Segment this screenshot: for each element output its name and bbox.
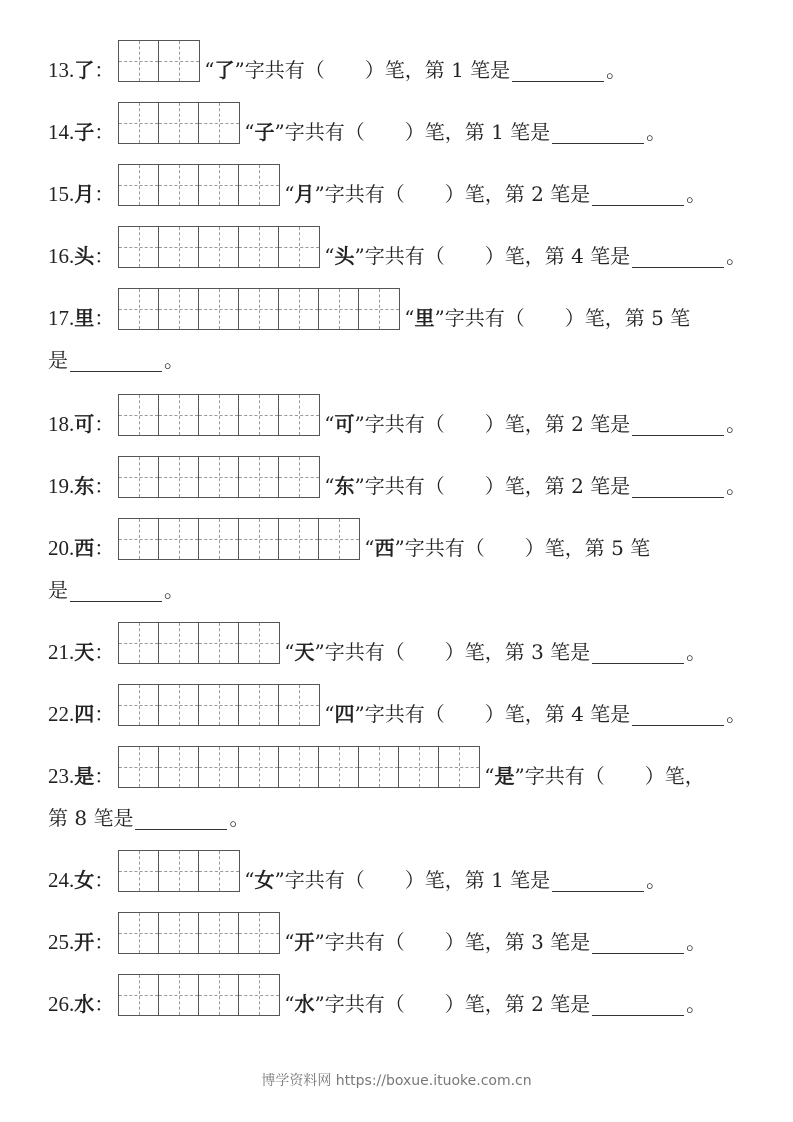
tian-grid-cell[interactable]	[279, 289, 319, 329]
close-quote: ”	[394, 536, 405, 560]
writing-grid[interactable]	[118, 288, 400, 330]
tian-grid-cell[interactable]	[119, 395, 159, 435]
tian-grid-cell[interactable]	[279, 685, 319, 725]
stroke-count-prompt: 字共有（ ）笔，	[244, 58, 425, 82]
tian-grid-cell[interactable]	[159, 289, 199, 329]
tian-grid-cell[interactable]	[199, 851, 239, 891]
colon: ：	[94, 58, 115, 82]
stroke-order-prompt: 第 8 笔是	[48, 806, 134, 830]
close-quote: ”	[354, 244, 365, 268]
quoted-character: 四	[334, 702, 355, 726]
question-number: 21.	[48, 640, 75, 664]
target-character: 水	[74, 992, 95, 1016]
tian-grid-cell[interactable]	[159, 747, 199, 787]
tian-grid-cell[interactable]	[159, 685, 199, 725]
colon: ：	[94, 412, 115, 436]
stroke-order-prompt: 第 2 笔是	[544, 474, 631, 498]
period: 。	[164, 578, 184, 602]
writing-grid[interactable]	[118, 394, 320, 436]
open-quote: “	[324, 412, 335, 436]
colon: ：	[94, 244, 115, 268]
open-quote: “	[204, 58, 215, 82]
tian-grid-cell[interactable]	[199, 685, 239, 725]
period: 。	[726, 244, 747, 268]
tian-grid-cell[interactable]	[199, 103, 239, 143]
stroke-count-prompt: 字共有（ ）笔，	[324, 182, 505, 206]
open-quote: “	[324, 474, 335, 498]
tian-grid-cell[interactable]	[239, 975, 279, 1015]
open-quote: “	[484, 764, 495, 788]
question-number: 16.	[48, 244, 75, 268]
stroke-count-prompt: 字共有（ ）笔，	[524, 764, 705, 788]
colon: ：	[94, 182, 115, 206]
tian-grid-cell[interactable]	[439, 747, 479, 787]
tian-grid-cell[interactable]	[119, 41, 159, 81]
stroke-count-prompt: 字共有（ ）笔，	[364, 702, 545, 726]
open-quote: “	[364, 536, 375, 560]
question-row	[48, 848, 773, 892]
writing-grid[interactable]	[118, 622, 280, 664]
period: 。	[726, 702, 747, 726]
answer-blank[interactable]	[632, 415, 724, 436]
answer-blank[interactable]	[592, 185, 684, 206]
stroke-order-prompt: 第 5 笔	[624, 306, 691, 330]
tian-grid-cell[interactable]	[199, 457, 239, 497]
stroke-count-prompt: 字共有（ ）笔，	[364, 244, 545, 268]
tian-grid-cell[interactable]	[119, 975, 159, 1015]
question-number: 24.	[48, 868, 75, 892]
stroke-count-prompt: 字共有（ ）笔，	[404, 536, 585, 560]
stroke-order-prompt: 第 2 笔是	[504, 182, 591, 206]
question-row	[48, 682, 773, 726]
question-row	[48, 224, 773, 268]
writing-grid[interactable]	[118, 518, 360, 560]
question-row	[48, 392, 773, 436]
tian-grid-cell[interactable]	[119, 457, 159, 497]
tian-grid-cell[interactable]	[159, 623, 199, 663]
question-number: 25.	[48, 930, 75, 954]
tian-grid-cell[interactable]	[279, 227, 319, 267]
tian-grid-cell[interactable]	[359, 289, 399, 329]
quoted-character: 头	[334, 244, 355, 268]
answer-blank[interactable]	[592, 933, 684, 954]
tian-grid-cell[interactable]	[239, 747, 279, 787]
close-quote: ”	[314, 182, 325, 206]
question-number: 13.	[48, 58, 75, 82]
period: 。	[726, 474, 747, 498]
stroke-order-prompt: 第 2 笔是	[544, 412, 631, 436]
quoted-character: 水	[294, 992, 315, 1016]
tian-grid-cell[interactable]	[319, 747, 359, 787]
stroke-order-prompt: 第 4 笔是	[544, 244, 631, 268]
target-character: 四	[74, 702, 95, 726]
tian-grid-cell[interactable]	[159, 227, 199, 267]
question-row	[48, 516, 773, 560]
tian-grid-cell[interactable]	[199, 623, 239, 663]
stroke-order-prompt: 第 4 笔是	[544, 702, 631, 726]
answer-blank[interactable]	[592, 995, 684, 1016]
tian-grid-cell[interactable]	[119, 289, 159, 329]
question-number: 26.	[48, 992, 75, 1016]
open-quote: “	[284, 992, 295, 1016]
period: 。	[229, 806, 250, 830]
stroke-count-prompt: 字共有（ ）笔，	[284, 120, 465, 144]
close-quote: ”	[354, 474, 365, 498]
tian-grid-cell[interactable]	[399, 747, 439, 787]
colon: ：	[94, 868, 115, 892]
open-quote: “	[324, 244, 335, 268]
answer-blank[interactable]	[552, 123, 644, 144]
writing-grid[interactable]	[118, 684, 320, 726]
open-quote: “	[284, 182, 295, 206]
answer-blank[interactable]	[632, 247, 724, 268]
answer-blank[interactable]	[70, 581, 162, 602]
tian-grid-cell[interactable]	[279, 519, 319, 559]
close-quote: ”	[514, 764, 525, 788]
tian-grid-cell[interactable]	[119, 165, 159, 205]
tian-grid-cell[interactable]	[119, 227, 159, 267]
tian-grid-cell[interactable]	[119, 623, 159, 663]
period: 。	[164, 348, 184, 372]
stroke-order-prompt: 是	[48, 578, 68, 602]
close-quote: ”	[314, 992, 325, 1016]
close-quote: ”	[434, 306, 445, 330]
target-character: 东	[74, 474, 95, 498]
stroke-order-prompt: 是	[48, 348, 68, 372]
answer-blank[interactable]	[135, 809, 227, 830]
tian-grid-cell[interactable]	[159, 975, 199, 1015]
colon: ：	[94, 702, 115, 726]
stroke-count-prompt: 字共有（ ）笔，	[444, 306, 625, 330]
stroke-count-prompt: 字共有（ ）笔，	[324, 930, 505, 954]
tian-grid-cell[interactable]	[239, 395, 279, 435]
target-character: 头	[74, 244, 95, 268]
tian-grid-cell[interactable]	[279, 395, 319, 435]
tian-grid-cell[interactable]	[119, 747, 159, 787]
question-row	[48, 100, 773, 144]
period: 。	[646, 868, 667, 892]
question-number: 19.	[48, 474, 75, 498]
period: 。	[726, 412, 747, 436]
tian-grid-cell[interactable]	[199, 395, 239, 435]
writing-grid[interactable]	[118, 912, 280, 954]
open-quote: “	[244, 868, 255, 892]
stroke-order-prompt: 第 1 笔是	[424, 58, 511, 82]
open-quote: “	[284, 640, 295, 664]
target-character: 开	[74, 930, 95, 954]
close-quote: ”	[274, 120, 285, 144]
stroke-count-prompt: 字共有（ ）笔，	[324, 640, 505, 664]
open-quote: “	[324, 702, 335, 726]
target-character: 女	[74, 868, 95, 892]
question-row	[48, 286, 773, 330]
tian-grid-cell[interactable]	[159, 395, 199, 435]
question-continuation	[48, 578, 184, 602]
quoted-character: 月	[294, 182, 315, 206]
tian-grid-cell[interactable]	[239, 685, 279, 725]
stroke-count-prompt: 字共有（ ）笔，	[364, 412, 545, 436]
writing-grid[interactable]	[118, 974, 280, 1016]
tian-grid-cell[interactable]	[239, 289, 279, 329]
writing-grid[interactable]	[118, 456, 320, 498]
tian-grid-cell[interactable]	[239, 457, 279, 497]
colon: ：	[94, 120, 115, 144]
tian-grid-cell[interactable]	[279, 457, 319, 497]
colon: ：	[94, 992, 115, 1016]
colon: ：	[94, 474, 115, 498]
answer-blank[interactable]	[632, 705, 724, 726]
tian-grid-cell[interactable]	[239, 913, 279, 953]
question-number: 20.	[48, 536, 75, 560]
question-row	[48, 910, 773, 954]
stroke-count-prompt: 字共有（ ）笔，	[284, 868, 465, 892]
target-character: 天	[74, 640, 95, 664]
quoted-character: 开	[294, 930, 315, 954]
writing-grid[interactable]	[118, 850, 240, 892]
tian-grid-cell[interactable]	[159, 165, 199, 205]
quoted-character: 天	[294, 640, 315, 664]
stroke-order-prompt: 第 3 笔是	[504, 930, 591, 954]
colon: ：	[94, 764, 115, 788]
question-number: 18.	[48, 412, 75, 436]
tian-grid-cell[interactable]	[199, 519, 239, 559]
stroke-order-prompt: 第 5 笔	[584, 536, 651, 560]
period: 。	[646, 120, 667, 144]
question-number: 22.	[48, 702, 75, 726]
tian-grid-cell[interactable]	[199, 165, 239, 205]
answer-blank[interactable]	[70, 351, 162, 372]
footer-watermark: 博学资料网 https://boxue.ituoke.com.cn	[261, 1073, 532, 1089]
stroke-count-prompt: 字共有（ ）笔，	[324, 992, 505, 1016]
answer-blank[interactable]	[512, 61, 604, 82]
tian-grid-cell[interactable]	[119, 913, 159, 953]
close-quote: ”	[354, 412, 365, 436]
tian-grid-cell[interactable]	[359, 747, 399, 787]
open-quote: “	[284, 930, 295, 954]
writing-grid[interactable]	[118, 40, 200, 82]
tian-grid-cell[interactable]	[119, 519, 159, 559]
target-character: 是	[74, 764, 95, 788]
period: 。	[686, 182, 707, 206]
close-quote: ”	[234, 58, 245, 82]
tian-grid-cell[interactable]	[119, 685, 159, 725]
colon: ：	[94, 640, 115, 664]
colon: ：	[94, 536, 115, 560]
writing-grid[interactable]	[118, 164, 280, 206]
quoted-character: 是	[494, 764, 515, 788]
quoted-character: 可	[334, 412, 355, 436]
tian-grid-cell[interactable]	[159, 103, 199, 143]
close-quote: ”	[314, 930, 325, 954]
question-continuation	[48, 806, 249, 830]
tian-grid-cell[interactable]	[239, 227, 279, 267]
question-number: 23.	[48, 764, 75, 788]
quoted-character: 里	[414, 306, 435, 330]
writing-grid[interactable]	[118, 102, 240, 144]
quoted-character: 了	[214, 58, 235, 82]
question-row	[48, 454, 773, 498]
open-quote: “	[244, 120, 255, 144]
colon: ：	[94, 930, 115, 954]
question-row	[48, 162, 773, 206]
colon: ：	[94, 306, 115, 330]
answer-blank[interactable]	[592, 643, 684, 664]
tian-grid-cell[interactable]	[159, 41, 199, 81]
quoted-character: 子	[254, 120, 275, 144]
close-quote: ”	[274, 868, 285, 892]
close-quote: ”	[354, 702, 365, 726]
tian-grid-cell[interactable]	[199, 975, 239, 1015]
quoted-character: 东	[334, 474, 355, 498]
writing-grid[interactable]	[118, 226, 320, 268]
question-continuation	[48, 348, 184, 372]
tian-grid-cell[interactable]	[199, 289, 239, 329]
tian-grid-cell[interactable]	[279, 747, 319, 787]
answer-blank[interactable]	[632, 477, 724, 498]
tian-grid-cell[interactable]	[239, 519, 279, 559]
target-character: 子	[74, 120, 95, 144]
tian-grid-cell[interactable]	[159, 519, 199, 559]
open-quote: “	[404, 306, 415, 330]
target-character: 可	[74, 412, 95, 436]
target-character: 里	[74, 306, 95, 330]
tian-grid-cell[interactable]	[239, 165, 279, 205]
tian-grid-cell[interactable]	[199, 913, 239, 953]
question-number: 14.	[48, 120, 75, 144]
tian-grid-cell[interactable]	[239, 623, 279, 663]
tian-grid-cell[interactable]	[159, 913, 199, 953]
quoted-character: 女	[254, 868, 275, 892]
quoted-character: 西	[374, 536, 395, 560]
tian-grid-cell[interactable]	[199, 747, 239, 787]
question-row	[48, 38, 773, 82]
period: 。	[686, 640, 707, 664]
tian-grid-cell[interactable]	[159, 457, 199, 497]
tian-grid-cell[interactable]	[159, 851, 199, 891]
period: 。	[686, 930, 707, 954]
stroke-order-prompt: 第 1 笔是	[464, 868, 551, 892]
tian-grid-cell[interactable]	[319, 519, 359, 559]
stroke-count-prompt: 字共有（ ）笔，	[364, 474, 545, 498]
tian-grid-cell[interactable]	[199, 227, 239, 267]
stroke-order-prompt: 第 2 笔是	[504, 992, 591, 1016]
target-character: 月	[74, 182, 95, 206]
close-quote: ”	[314, 640, 325, 664]
question-row	[48, 972, 773, 1016]
period: 。	[606, 58, 627, 82]
period: 。	[686, 992, 707, 1016]
question-row	[48, 744, 773, 788]
answer-blank[interactable]	[552, 871, 644, 892]
target-character: 西	[74, 536, 95, 560]
tian-grid-cell[interactable]	[119, 103, 159, 143]
target-character: 了	[74, 58, 95, 82]
stroke-order-prompt: 第 3 笔是	[504, 640, 591, 664]
question-row	[48, 620, 773, 664]
writing-grid[interactable]	[118, 746, 480, 788]
tian-grid-cell[interactable]	[319, 289, 359, 329]
question-number: 15.	[48, 182, 75, 206]
stroke-order-prompt: 第 1 笔是	[464, 120, 551, 144]
question-number: 17.	[48, 306, 75, 330]
tian-grid-cell[interactable]	[119, 851, 159, 891]
